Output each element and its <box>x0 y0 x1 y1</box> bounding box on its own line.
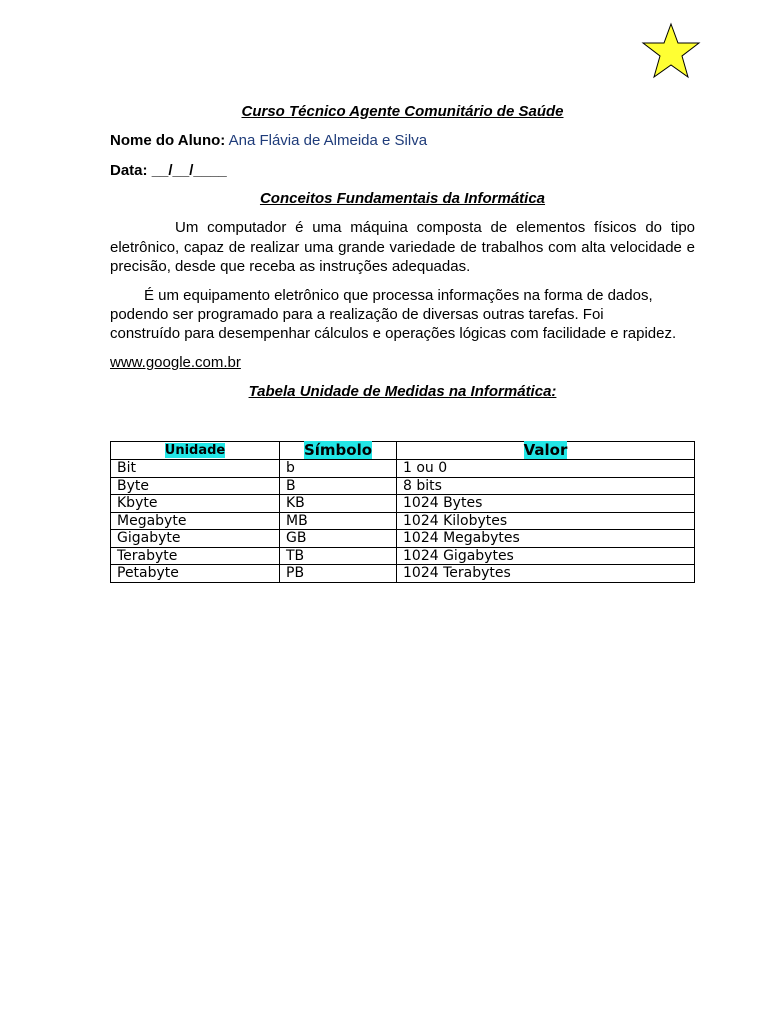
table-row: Kbyte KB 1024 Bytes <box>111 495 695 513</box>
table-row: Gigabyte GB 1024 Megabytes <box>111 530 695 548</box>
header-unidade: Unidade <box>111 442 280 460</box>
student-label: Nome do Aluno: <box>110 132 226 149</box>
date-label: Data: <box>110 162 148 179</box>
student-name: Ana Flávia de Almeida e Silva <box>228 132 428 149</box>
table-row: Byte B 8 bits <box>111 477 695 495</box>
table-row: Bit b 1 ou 0 <box>111 460 695 478</box>
paragraph-2-line-2: podendo ser programado para a realização de diversas outras tarefas. Foi <box>110 306 604 323</box>
paragraph-2-line-3: construído para desempenhar cálculos e operações lógicas com facilidade e rapidez. <box>110 325 677 342</box>
date-line <box>110 161 695 180</box>
header-valor: Valor <box>397 442 695 460</box>
student-name-line <box>110 131 695 150</box>
table-title: Tabela Unidade de Medidas na Informática: <box>248 383 557 400</box>
header-simbolo: Símbolo <box>280 442 397 460</box>
section-title: Conceitos Fundamentais da Informática <box>259 190 546 207</box>
paragraph-1: Um computador é uma máquina composta de elementos físicos do tipo eletrônico, capaz de realizar uma grande variedade de trabalhos com alta velocidade e precisão, desde que receba as instruções adequadas. <box>110 219 695 275</box>
date-value: __/__/____ <box>151 162 227 179</box>
google-link[interactable]: www.google.com.br <box>110 354 241 371</box>
table-row: Megabyte MB 1024 Kilobytes <box>111 512 695 530</box>
table-row: Terabyte TB 1024 Gigabytes <box>111 547 695 565</box>
units-table <box>110 441 695 583</box>
table-header-row <box>111 442 695 460</box>
paragraph-2-line-1: É um equipamento eletrônico que processa informações na forma de dados, <box>144 287 653 304</box>
star-icon <box>640 22 702 80</box>
table-row: Petabyte PB 1024 Terabytes <box>111 565 695 583</box>
course-title: Curso Técnico Agente Comunitário de Saúde <box>241 103 564 120</box>
